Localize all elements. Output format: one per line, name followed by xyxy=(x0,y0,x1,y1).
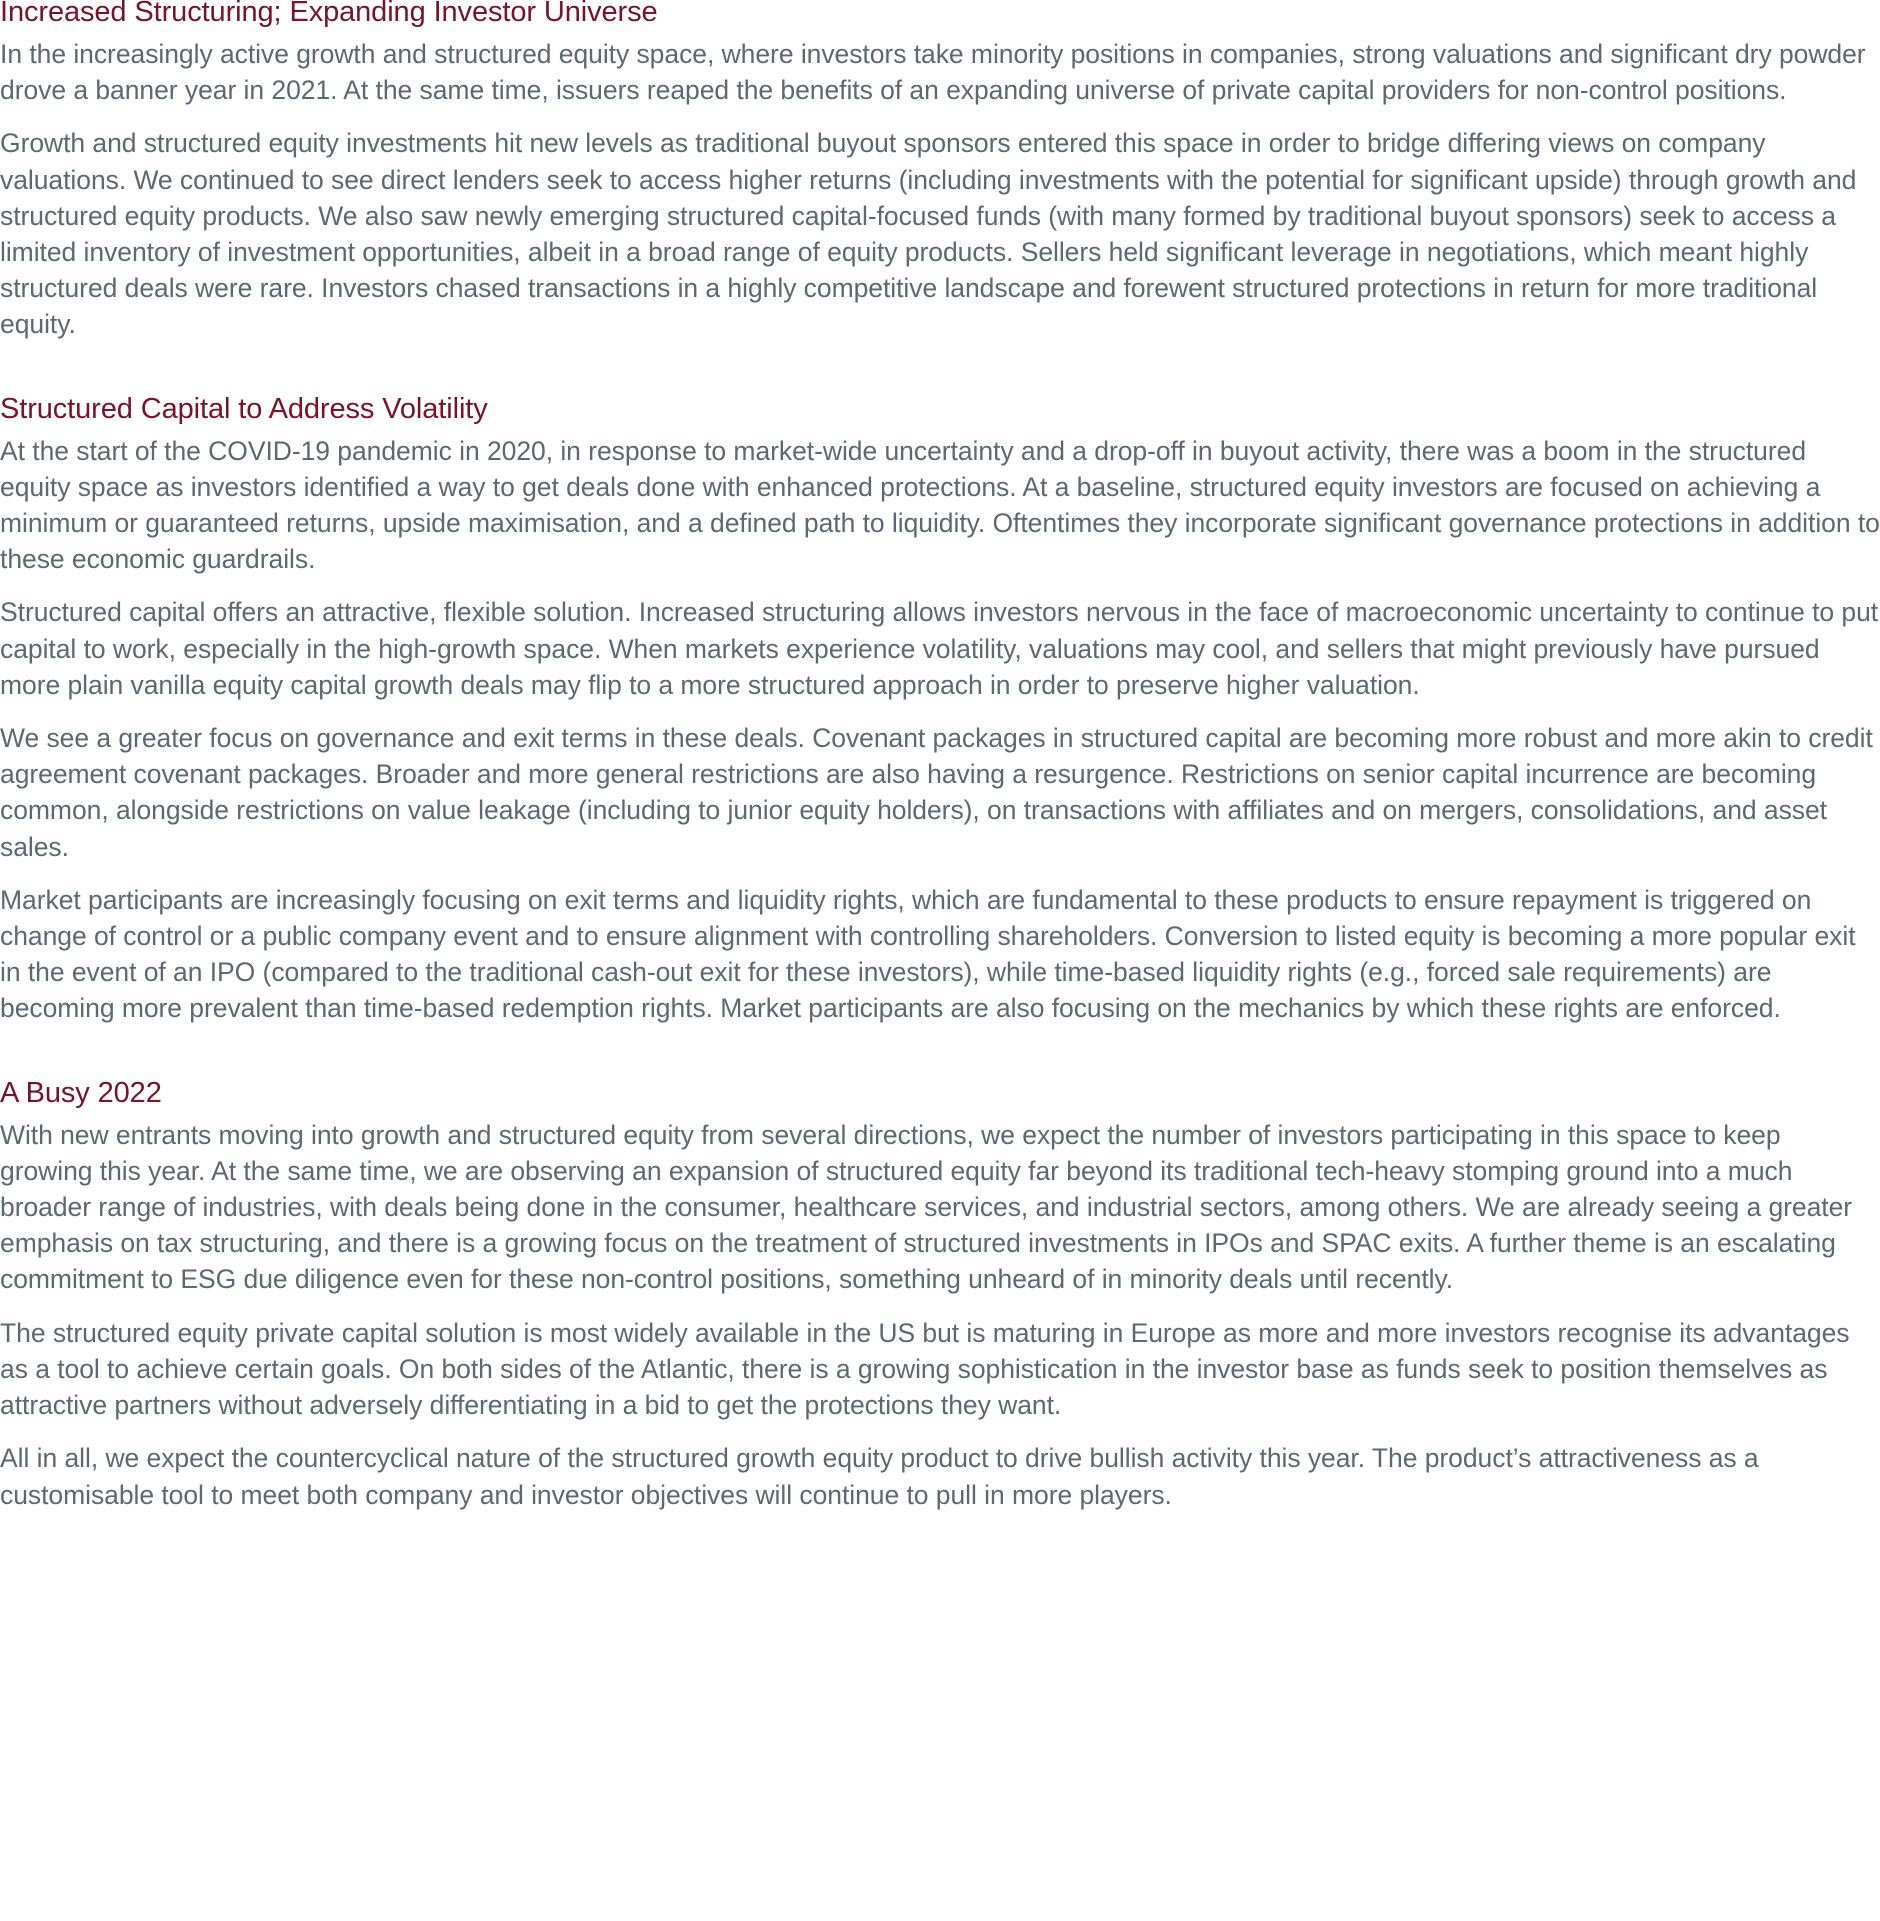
paragraph: We see a greater focus on governance and exit terms in these deals. Covenant packages in structured capital are becoming more robust and more akin to credit agreement covenant packages. Broader and more general restrictions are also having a resurgence. Restrictions on senior capital incurrence are becoming common, alongside restrictions on value leakage (including to junior equity holders), on transactions with affiliates and on mergers, consolidations, and asset sales. xyxy=(0,723,1873,862)
paragraph: All in all, we expect the countercyclical nature of the structured growth equity product to drive bullish activity this year. The product’s attractiveness as a customisable tool to meet both company and investor objectives will continue to pull in more players. xyxy=(0,1443,1759,1510)
section-heading: Increased Structuring; Expanding Investor Universe xyxy=(0,0,658,28)
section-a-busy-2022 xyxy=(0,1075,1880,1513)
paragraph: Growth and structured equity investments hit new levels as traditional buyout sponsors entered this space in order to bridge differing views on company valuations. We continued to see direct lenders seek to access higher returns (including investments with the potential for significant upside) through growth and structured equity products. We also saw newly emerging structured capital-focused funds (with many formed by traditional buyout sponsors) seek to access a limited inventory of investment opportunities, albeit in a broad range of equity products. Sellers held significant leverage in negotiations, which meant highly structured deals were rare. Investors chased transactions in a highly competitive landscape and forewent structured protections in return for more traditional equity. xyxy=(0,128,1857,340)
section-structured-capital xyxy=(0,391,1880,1027)
section-increased-structuring xyxy=(0,0,1880,343)
paragraph: With new entrants moving into growth and structured equity from several directions, we expect the number of investors participating in this space to keep growing this year. At the same time, we are observing an expansion of structured equity far beyond its traditional tech-heavy stomping ground into a much broader range of industries, with deals being done in the consumer, healthcare services, and industrial sectors, among others. We are already seeing a greater emphasis on tax structuring, and there is a growing focus on the treatment of structured investments in IPOs and SPAC exits. A further theme is an escalating commitment to ESG due diligence even for these non-control positions, something unheard of in minority deals until recently. xyxy=(0,1119,1853,1295)
paragraph: In the increasingly active growth and structured equity space, where investors take minority positions in companies, strong valuations and significant dry powder drove a banner year in 2021. At the same time, issuers reaped the benefits of an expanding universe of private capital providers for non-control positions. xyxy=(0,39,1866,106)
paragraph: At the start of the COVID-19 pandemic in 2020, in response to market-wide uncertainty and a drop-off in buyout activity, there was a boom in the structured equity space as investors identified a way to get deals done with enhanced protections. At a baseline, structured equity investors are focused on achieving a minimum or guaranteed returns, upside maximisation, and a defined path to liquidity. Oftentimes they incorporate significant governance protections in addition to these economic guardrails. xyxy=(0,435,1880,575)
paragraph: Structured capital offers an attractive, flexible solution. Increased structuring allows investors nervous in the face of macroeconomic uncertainty to continue to put capital to work, especially in the high-growth space. When markets experience volatility, valuations may cool, and sellers that might previously have pursued more plain vanilla equity capital growth deals may flip to a more structured approach in order to preserve higher valuation. xyxy=(0,597,1879,700)
paragraph: Market participants are increasingly focusing on exit terms and liquidity rights, which are fundamental to these products to ensure repayment is triggered on change of control or a public company event and to ensure alignment with controlling shareholders. Conversion to listed equity is becoming a more popular exit in the event of an IPO (compared to the traditional cash-out exit for these investors), while time-based liquidity rights (e.g., forced sale requirements) are becoming more prevalent than time-based redemption rights. Market participants are also focusing on the mechanics by which these rights are enforced. xyxy=(0,884,1856,1024)
paragraph: The structured equity private capital solution is most widely available in the US but is maturing in Europe as more and more investors recognise its advantages as a tool to achieve certain goals. On both sides of the Atlantic, there is a growing sophistication in the investor base as funds seek to position themselves as attractive partners without adversely differentiating in a bid to get the protections they want. xyxy=(0,1317,1850,1421)
section-heading: A Busy 2022 xyxy=(0,1076,162,1109)
section-heading: Structured Capital to Address Volatility xyxy=(0,392,488,425)
